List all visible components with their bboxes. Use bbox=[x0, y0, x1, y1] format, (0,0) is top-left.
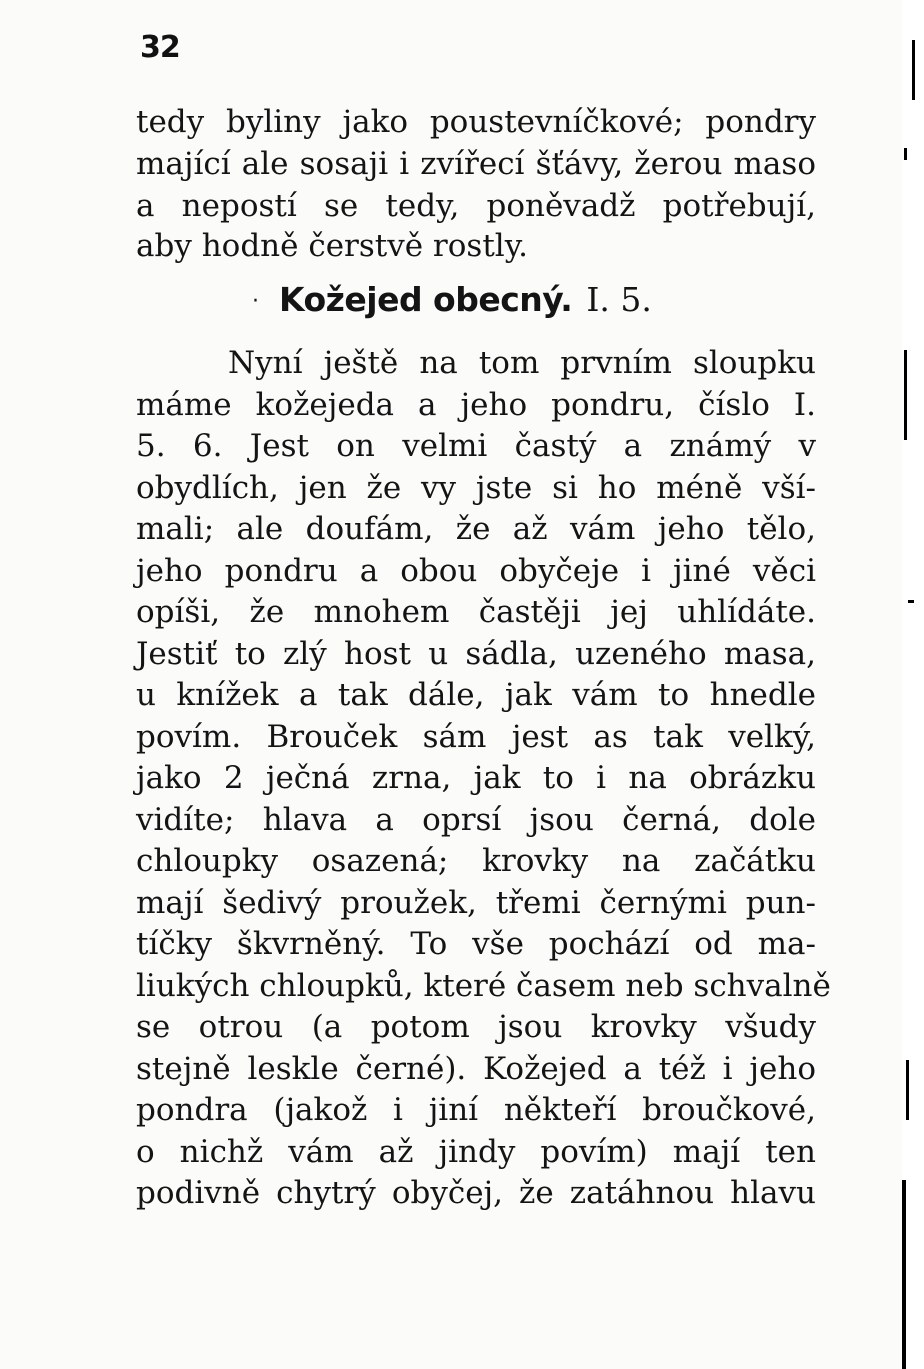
text-line: aby hodně čerstvě rostly. bbox=[136, 228, 528, 264]
text-line: stejně leskle černé). Kožejed a též i jeho bbox=[136, 1051, 816, 1087]
edge-mark bbox=[906, 1060, 909, 1120]
edge-mark bbox=[904, 350, 907, 440]
heading-title: Kožejed obecný. bbox=[279, 280, 573, 319]
text-line: máme kožejeda a jeho pondru, číslo I. bbox=[136, 387, 816, 423]
text-line: Nyní ještě na tom prvním sloupku bbox=[228, 345, 816, 381]
text-line: tíčky škvrněný. To vše pochází od ma- bbox=[136, 926, 816, 962]
text-line: jako 2 ječná zrna, jak to i na obrázku bbox=[136, 760, 816, 796]
page-number: 32 bbox=[140, 30, 180, 65]
text-line: pondra (jakož i jiní někteří broučkové, bbox=[136, 1092, 816, 1128]
text-line: mali; ale doufám, že až vám jeho tělo, bbox=[136, 511, 816, 547]
text-line: obydlích, jen že vy jste si ho méně vší- bbox=[136, 470, 816, 506]
text-line: jeho pondru a obou obyčeje i jiné věci bbox=[136, 553, 816, 589]
adjacent-page-edge bbox=[902, 0, 924, 1369]
heading-bullet: · bbox=[252, 289, 259, 314]
text-line: vidíte; hlava a oprsí jsou černá, dole bbox=[136, 802, 816, 838]
text-line: mají šedivý proužek, třemi černými pun- bbox=[136, 885, 816, 921]
edge-mark bbox=[912, 40, 915, 100]
text-line: 5. 6. Jest on velmi častý a známý v bbox=[136, 428, 816, 464]
text-line: Jestiť to zlý host u sádla, uzeného masa, bbox=[136, 636, 816, 672]
text-line: tedy byliny jako poustevníčkové; pondry bbox=[136, 104, 816, 140]
text-line: povím. Brouček sám jest as tak velký, bbox=[136, 719, 816, 755]
text-line: se otrou (a potom jsou krovky všudy bbox=[136, 1009, 816, 1045]
text-line: opíši, že mnohem častěji jej uhlídáte. bbox=[136, 594, 816, 630]
section-heading bbox=[252, 280, 652, 319]
text-line: chloupky osazená; krovky na začátku bbox=[136, 843, 816, 879]
text-line: u knížek a tak dále, jak vám to hnedle bbox=[136, 677, 816, 713]
text-line: podivně chytrý obyčej, že zatáhnou hlavu bbox=[136, 1175, 816, 1211]
text-line: liukých chloupků, které časem neb schvalně bbox=[136, 968, 831, 1004]
text-line: mající ale sosaji i zvířecí šťávy, žerou maso bbox=[136, 146, 816, 182]
text-line: o nichž vám až jindy povím) mají ten bbox=[136, 1134, 816, 1170]
heading-figure-ref: I. 5. bbox=[586, 280, 652, 319]
text-line: a nepostí se tedy, poněvadž potřebují, bbox=[136, 188, 816, 224]
edge-mark bbox=[908, 600, 914, 603]
edge-mark bbox=[902, 1180, 906, 1369]
edge-mark bbox=[904, 148, 907, 160]
